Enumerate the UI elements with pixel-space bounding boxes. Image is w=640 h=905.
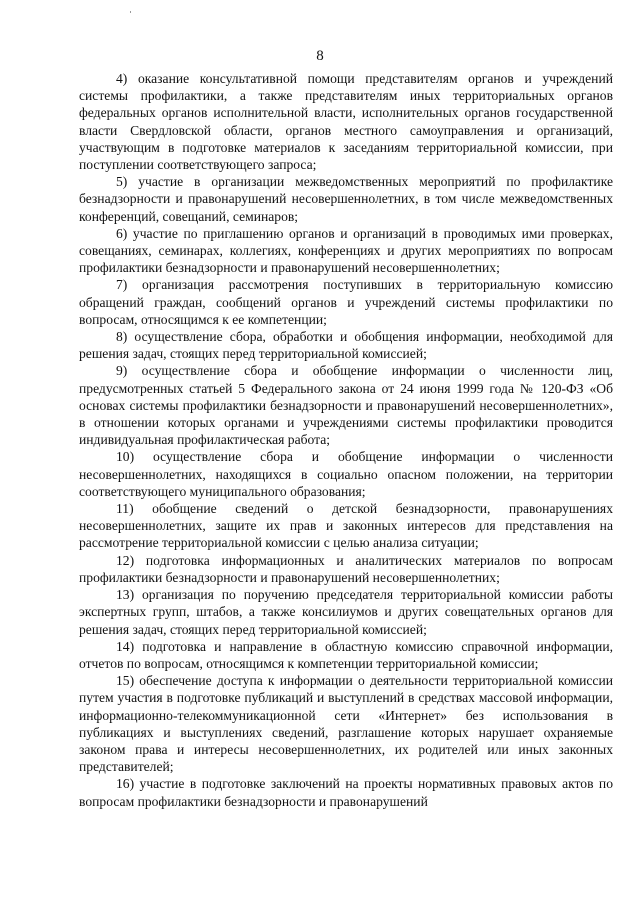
paragraph-item-6: 6) участие по приглашению органов и организаций в проводимых ими проверках, совещаниях, семинарах, коллегиях, конференциях и других мероприятиях по вопросам профилактики безнадзорности и правонарушений несовершеннолетних; — [79, 225, 613, 276]
paragraph-item-5: 5) участие в организации межведомственных мероприятий по профилактике безнадзорности и правонарушений несовершеннолетних, в том числе межведомственных конференций, совещаний, семинаров; — [79, 174, 613, 224]
paragraph-item-8: 8) осуществление сбора, обработки и обобщения информации, необходимой для решения задач, стоящих перед территориальной комиссией; — [79, 329, 613, 362]
paragraph-item-10: 10) осуществление сбора и обобщение информации о численности несовершеннолетних, находящихся в социально опасном положении, на территории соответствующего муниципального образования; — [79, 449, 613, 499]
paragraph-item-16: 16) участие в подготовке заключений на проекты нормативных правовых актов по вопросам профилактики безнадзорности и правонарушений — [79, 776, 613, 809]
paragraph-item-12: 12) подготовка информационных и аналитических материалов по вопросам профилактики безнадзорности и правонарушений несовершеннолетних; — [79, 552, 613, 585]
paragraph-item-13: 13) организация по поручению председателя территориальной комиссии работы экспертных групп, штабов, а также консилиумов и других совещательных органов для решения задач, стоящих перед территориальной комиссией; — [79, 587, 613, 637]
scan-mark — [130, 11, 131, 13]
document-body — [79, 70, 613, 810]
page-number: 8 — [316, 48, 324, 64]
paragraph-item-9: 9) осуществление сбора и обобщение информации о численности лиц, предусмотренных статьей 5 Федерального закона от 24 июня 1999 года № 120-ФЗ «Об основах системы профилактики безнадзорности и правонарушений несовершеннолетних», в отношении которых органами и учреждениями системы профилактики проводится индивидуальная профилактическая работа; — [79, 363, 613, 448]
paragraph-item-15: 15) обеспечение доступа к информации о деятельности территориальной комиссии путем участия в подготовке публикаций и выступлений в средствах массовой информации, информационно-телекоммуникационной сети «Интернет» без использования в публикациях и выступлениях сведений, разглашение которых нарушает охраняемые законом права и интересы несовершеннолетних, их родителей или иных законных представителей; — [79, 673, 613, 775]
paragraph-item-4: 4) оказание консультативной помощи представителям органов и учреждений системы профилактики, а также представителям иных территориальных органов федеральных органов исполнительной власти, исполнительных органов государственной власти Свердловской области, органов местного самоуправления и организаций, участвующим в подготовке материалов к заседаниям территориальной комиссии, при поступлении соответствующего запроса; — [79, 71, 613, 173]
paragraph-item-11: 11) обобщение сведений о детской безнадзорности, правонарушениях несовершеннолетних, защите их прав и законных интересов для представления на рассмотрение территориальной комиссии с целью анализа ситуации; — [79, 501, 613, 551]
paragraph-item-14: 14) подготовка и направление в областную комиссию справочной информации, отчетов по вопросам, относящимся к компетенции территориальной комиссии; — [79, 638, 613, 671]
paragraph-item-7: 7) организация рассмотрения поступивших в территориальную комиссию обращений граждан, сообщений органов и учреждений системы профилактики по вопросам, относящимся к ее компетенции; — [79, 277, 613, 327]
